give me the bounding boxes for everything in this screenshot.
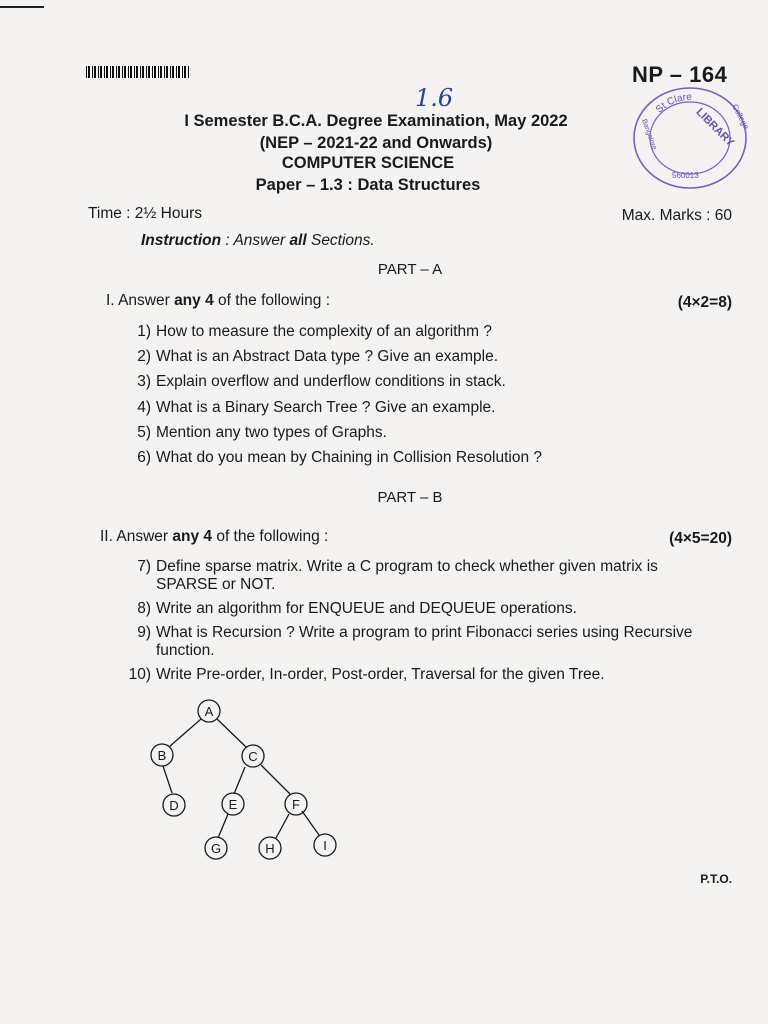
- please-turn-over: P.T.O.: [700, 872, 732, 886]
- question-number: 3): [137, 373, 151, 391]
- question-number: 7): [137, 558, 151, 575]
- stamp-left-text: Bangalore: [640, 118, 658, 151]
- paper-code: NP – 164: [632, 62, 728, 87]
- instruction-label: Instruction: [141, 232, 222, 249]
- question-text: What is Recursion ? Write a program to print Fibonacci series using Recursive function.: [156, 624, 693, 659]
- exam-scheme: (NEP – 2021-22 and Onwards): [259, 134, 493, 152]
- list-item: [118, 624, 716, 660]
- node-h-label: H: [265, 841, 275, 856]
- list-item: [118, 449, 716, 467]
- instruction-bold: all: [289, 232, 307, 249]
- question-text: What is a Binary Search Tree ? Give an example.: [156, 398, 496, 416]
- list-item: [118, 348, 716, 366]
- part-b-section-heading: [100, 528, 328, 546]
- part-a-questions: [118, 323, 716, 474]
- exam-title: I Semester B.C.A. Degree Examination, May 2022: [184, 112, 568, 130]
- question-text: Explain overflow and underflow conditions in stack.: [156, 373, 506, 391]
- question-number: 4): [137, 398, 151, 416]
- question-number: 8): [137, 600, 151, 617]
- barcode: [86, 66, 190, 78]
- node-a-label: A: [204, 704, 214, 719]
- question-number: 5): [137, 423, 151, 441]
- part-b-questions: [118, 558, 716, 690]
- exam-paper: Paper – 1.3 : Data Structures: [255, 176, 481, 194]
- part-a-bold: any 4: [174, 292, 214, 309]
- list-item: [118, 399, 716, 417]
- part-b-suffix: of the following :: [212, 528, 329, 545]
- question-text: What is an Abstract Data type ? Give an example.: [156, 348, 499, 366]
- question-text: How to measure the complexity of an algorithm ?: [156, 323, 492, 340]
- instruction-text: : Answer: [221, 232, 290, 249]
- binary-tree-diagram: [140, 696, 350, 866]
- question-number: 1): [137, 323, 151, 340]
- list-item: [118, 666, 716, 684]
- corner-mark: [0, 6, 44, 8]
- list-item: [118, 424, 716, 442]
- stamp-top-text: St Clare: [653, 91, 692, 116]
- node-e-label: E: [228, 797, 238, 812]
- part-b-marks: (4×5=20): [669, 530, 732, 547]
- part-a-title: PART – A: [377, 261, 443, 278]
- node-d-label: D: [169, 798, 179, 813]
- question-number: 2): [137, 348, 151, 366]
- part-a-marks: (4×2=8): [677, 294, 732, 311]
- edge-a-c: [217, 719, 246, 747]
- edge-f-h: [276, 814, 289, 838]
- handwritten-note: 1.6: [415, 84, 454, 112]
- part-a-prefix: I. Answer: [106, 292, 175, 309]
- stamp-center-text: LIBRARY: [693, 106, 737, 149]
- node-g-label: G: [210, 841, 222, 856]
- edge-b-d: [163, 766, 172, 793]
- edge-c-e: [234, 767, 245, 794]
- node-b-label: B: [157, 748, 167, 763]
- exam-time: Time : 2½ Hours: [88, 205, 202, 222]
- edge-f-i: [302, 811, 319, 835]
- exam-subject: COMPUTER SCIENCE: [281, 154, 455, 172]
- list-item: [118, 600, 716, 618]
- question-text: What do you mean by Chaining in Collision Resolution ?: [156, 448, 542, 466]
- edge-a-b: [169, 719, 201, 747]
- part-b-title: PART – B: [377, 489, 443, 506]
- instruction: [141, 232, 375, 250]
- node-i-label: I: [323, 838, 327, 853]
- max-marks: Max. Marks : 60: [621, 207, 732, 224]
- list-item: [118, 323, 716, 341]
- question-number: 9): [137, 624, 151, 641]
- question-number: 10): [128, 666, 151, 683]
- question-number: 6): [137, 448, 151, 466]
- edge-e-g: [218, 814, 228, 838]
- node-c-label: C: [248, 749, 258, 764]
- part-b-prefix: II. Answer: [100, 528, 173, 545]
- part-b-bold: any 4: [172, 528, 213, 545]
- question-text: Define sparse matrix. Write a C program to check whether given matrix is SPARSE or NOT.: [156, 558, 658, 593]
- stamp-right-text: College: [730, 102, 751, 131]
- part-a-section-heading: [106, 292, 330, 310]
- list-item: [118, 373, 716, 391]
- stamp-bottom-text: 560013: [672, 171, 699, 180]
- question-text: Mention any two types of Graphs.: [156, 423, 387, 441]
- edge-c-f: [261, 765, 290, 794]
- part-a-suffix: of the following :: [213, 292, 331, 309]
- list-item: [118, 558, 716, 594]
- instruction-end: Sections.: [306, 232, 375, 249]
- question-text: Write an algorithm for ENQUEUE and DEQUEUE operations.: [156, 600, 577, 617]
- question-text: Write Pre-order, In-order, Post-order, Traversal for the given Tree.: [156, 666, 605, 683]
- node-f-label: F: [292, 797, 300, 812]
